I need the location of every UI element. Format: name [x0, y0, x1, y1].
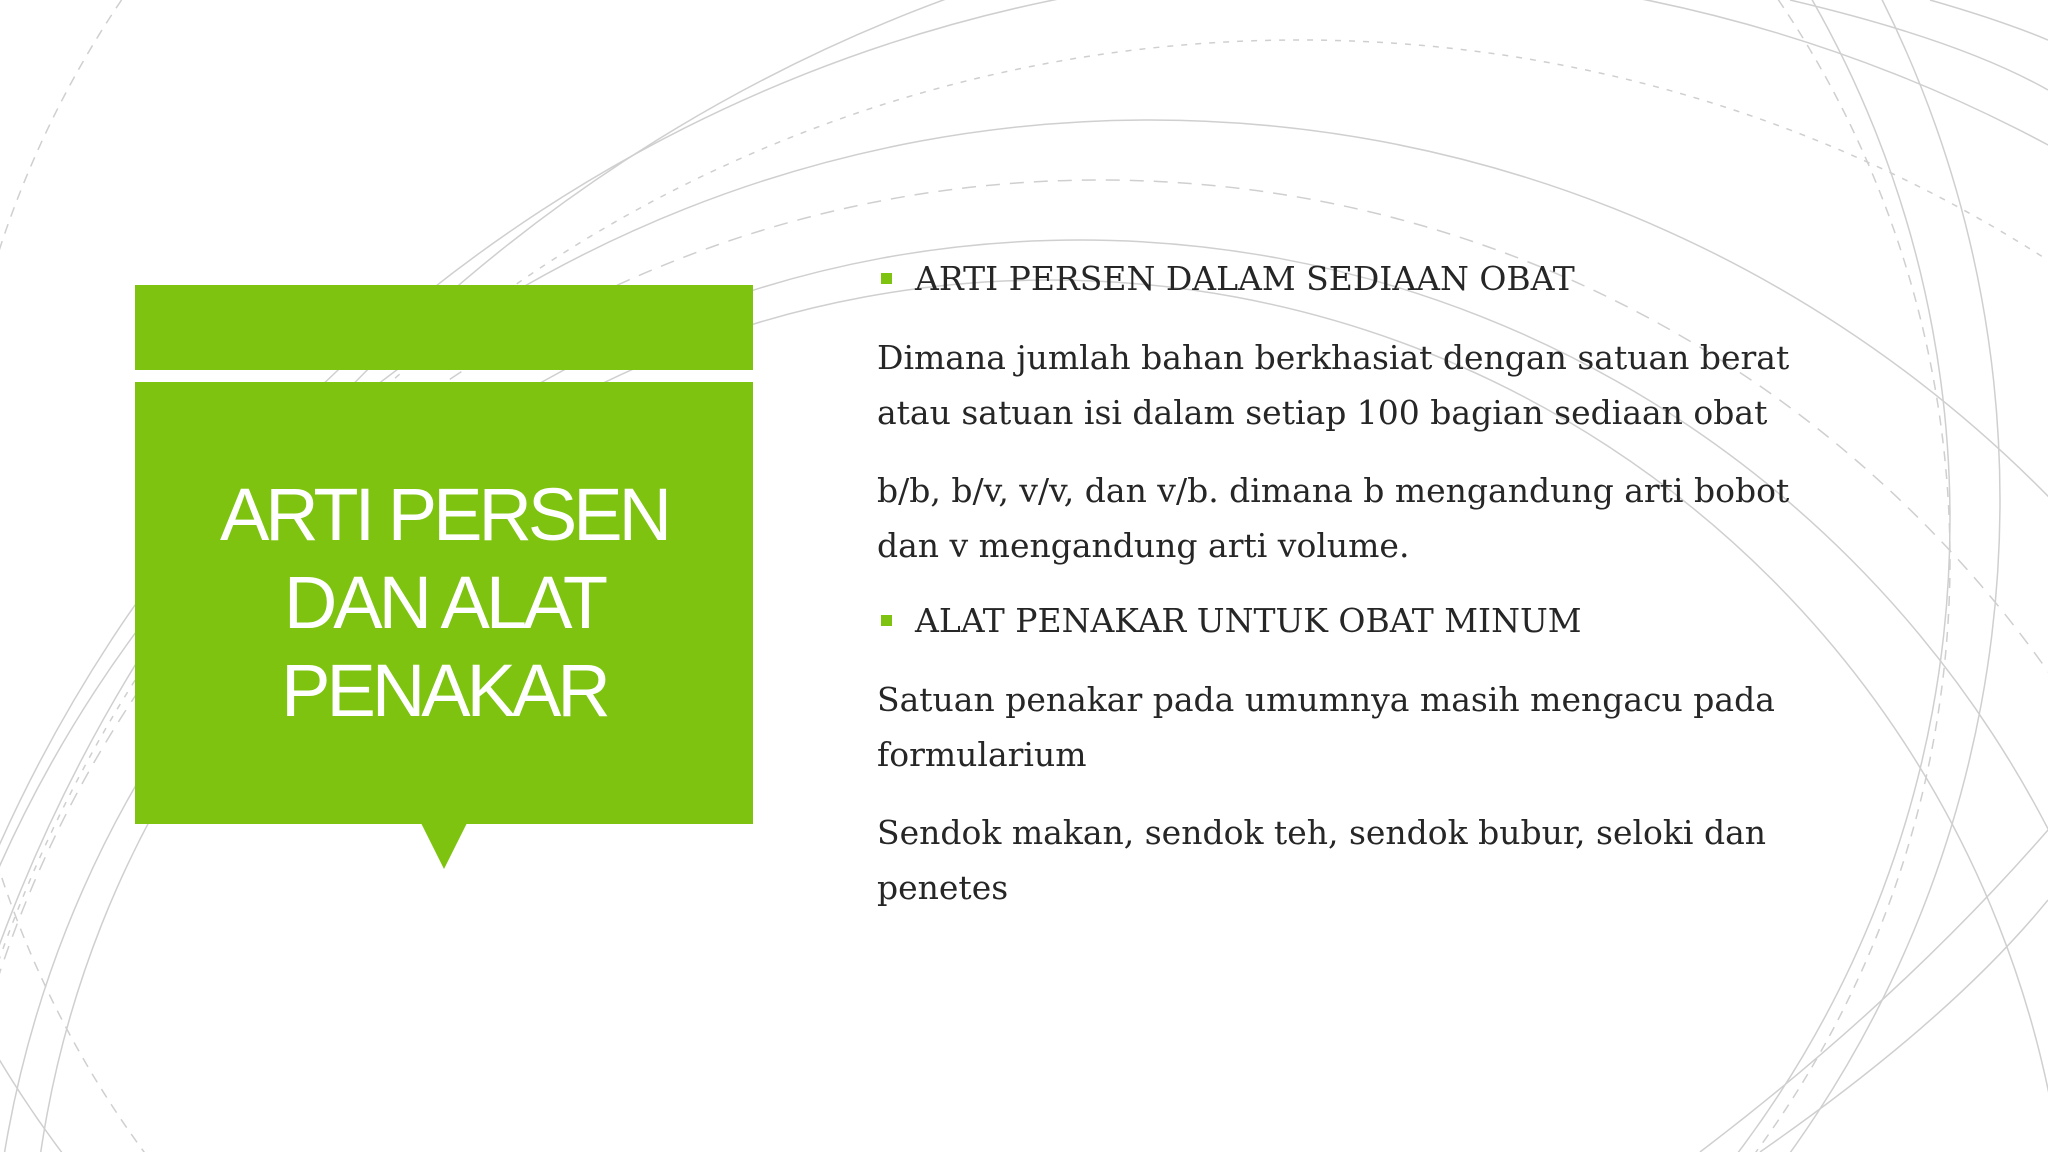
paragraph — [877, 672, 1897, 782]
slide-title-line: PENAKAR — [281, 649, 607, 732]
slide-title-line: DAN ALAT — [283, 561, 605, 644]
paragraph-line: Dimana jumlah bahan berkhasiat dengan satuan berat — [877, 338, 1790, 377]
bullet-heading — [877, 254, 1897, 304]
title-accent-bar — [135, 285, 753, 370]
slide-title-line: ARTI PERSEN — [219, 473, 669, 556]
title-pointer-arrow — [421, 823, 467, 869]
bullet-heading-text: ALAT PENAKAR UNTUK OBAT MINUM — [915, 601, 1582, 640]
paragraph-line: penetes — [877, 868, 1009, 907]
paragraph-line: atau satuan isi dalam setiap 100 bagian sediaan obat — [877, 393, 1768, 432]
square-bullet-icon — [881, 273, 892, 284]
slide-title — [184, 471, 704, 735]
bullet-heading — [877, 596, 1897, 646]
title-box — [135, 382, 753, 824]
square-bullet-icon — [881, 615, 892, 626]
paragraph-line: formularium — [877, 735, 1087, 774]
paragraph-line: Sendok makan, sendok teh, sendok bubur, seloki dan — [877, 813, 1767, 852]
paragraph-line: dan v mengandung arti volume. — [877, 526, 1410, 565]
paragraph-line: b/b, b/v, v/v, dan v/b. dimana b mengandung arti bobot — [877, 471, 1790, 510]
paragraph — [877, 463, 1897, 573]
content-body — [877, 254, 1897, 938]
paragraph — [877, 330, 1897, 440]
bullet-heading-text: ARTI PERSEN DALAM SEDIAAN OBAT — [915, 259, 1575, 298]
paragraph-line: Satuan penakar pada umumnya masih mengacu pada — [877, 680, 1775, 719]
paragraph — [877, 805, 1897, 915]
